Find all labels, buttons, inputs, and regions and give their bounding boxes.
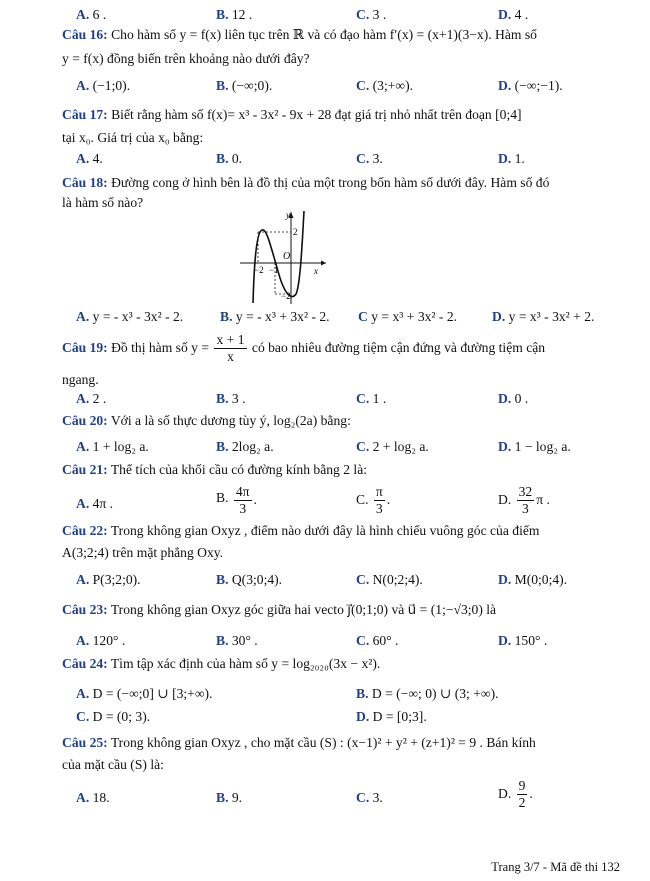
- fraction: [374, 484, 385, 518]
- option-d: D. $\frac{32}{3}$ π .: [498, 484, 550, 517]
- question-text: Với a là số thực dương tùy ý, log₂(2a) bằng:: [110, 413, 351, 428]
- fraction-denominator: 3: [239, 501, 247, 517]
- option-b: B. 12 .: [216, 7, 253, 22]
- option-a: A. 2 .: [76, 391, 107, 406]
- question-22-line2: [62, 544, 622, 562]
- page-footer: Trang 3/7 - Mã đề thi 132: [491, 860, 620, 874]
- question-text: Trong không gian Oxyz , điểm nào dưới đây là hình chiếu vuông góc của điểm: [110, 523, 540, 538]
- question-20: [62, 412, 622, 430]
- question-18-line2: [62, 194, 622, 212]
- question-19: [62, 332, 622, 366]
- x-axis-arrow-icon: [321, 261, 326, 266]
- option-c: C. $\frac{\pi}{3}$ .: [356, 484, 391, 517]
- option-b: B. 2log₂ a.: [216, 439, 274, 454]
- question-number: Câu 20:: [62, 413, 108, 428]
- fraction-numerator: 32: [517, 484, 535, 501]
- option-c: C. N(0;2;4).: [356, 572, 423, 587]
- option-c: C. 3.: [356, 790, 383, 805]
- question-23: [62, 601, 622, 619]
- option-b: B. y = - x³ + 3x² - 2.: [220, 309, 330, 324]
- option-d: D. M(0;0;4).: [498, 572, 568, 587]
- fraction: [214, 332, 246, 366]
- question-text: của mặt cầu (S) là:: [62, 757, 164, 772]
- option-a: A. 4.: [76, 151, 103, 166]
- option-d: D. D = [0;3].: [356, 709, 427, 724]
- option-a: A. y = - x³ - 3x² - 2.: [76, 309, 184, 324]
- q21-options: [0, 484, 650, 524]
- option-b: B. Q(3;0;4).: [216, 572, 283, 587]
- question-25-line2: [62, 756, 622, 774]
- question-22: [62, 522, 622, 540]
- option-a: A. 120° .: [76, 633, 126, 648]
- option-a: A. 4π .: [76, 496, 114, 511]
- option-b: B. D = (−∞; 0) ∪ (3; +∞).: [356, 686, 499, 701]
- option-d: D. 0 .: [498, 391, 529, 406]
- question-19-line2: [62, 371, 622, 389]
- q18-options: [0, 308, 650, 328]
- q24-options-row2: [0, 708, 650, 728]
- question-21: [62, 461, 622, 479]
- question-text: ngang.: [62, 372, 99, 387]
- question-number: Câu 16:: [62, 27, 108, 42]
- fraction-denominator: 2: [518, 795, 526, 811]
- q25-options: [0, 778, 650, 818]
- option-d: D. 4 .: [498, 7, 529, 22]
- fraction: [234, 484, 252, 518]
- question-text: Tìm tập xác định của hàm số y = log₂₀₂₀(3x − x²).: [110, 656, 381, 671]
- fraction: [517, 484, 535, 518]
- question-17-line2: [62, 129, 622, 147]
- question-text: Đồ thị hàm số y =: [111, 339, 210, 355]
- tick-label: −2: [254, 265, 264, 275]
- fraction-denominator: 3: [522, 501, 529, 517]
- question-24: [62, 655, 622, 673]
- option-d: D. y = x³ - 3x² + 2.: [492, 309, 595, 324]
- option-a: A. 18.: [76, 790, 110, 805]
- q17-options: [0, 150, 650, 170]
- question-text: Trong không gian Oxyz , cho mặt cầu (S) : (x−1)² + y² + (z+1)² = 9 . Bán kính: [110, 735, 536, 750]
- question-text: là hàm số nào?: [62, 195, 144, 210]
- question-text: Biết rằng hàm số f(x)= x³ - 3x² - 9x + 28 đạt giá trị nhỏ nhất trên đoạn [0;4]: [111, 107, 522, 122]
- origin-label: O: [283, 251, 291, 262]
- tick-label: −1: [269, 265, 279, 275]
- option-b: B. $\frac{4\pi}{3}$ .: [216, 484, 257, 517]
- question-number: Câu 18:: [62, 175, 108, 190]
- fraction: [517, 778, 528, 812]
- question-number: Câu 17:: [62, 107, 108, 122]
- option-a: A. 1 + log₂ a.: [76, 439, 149, 454]
- option-b: B. 3 .: [216, 391, 246, 406]
- question-text: Cho hàm số y = f(x) liên tục trên ℝ và có đạo hàm f′(x) = (x+1)(3−x). Hàm số: [111, 27, 537, 42]
- q16-options: [0, 77, 650, 97]
- question-number: Câu 21:: [62, 462, 108, 477]
- option-b: B. 0.: [216, 151, 243, 166]
- option-d: D. 150° .: [498, 633, 548, 648]
- question-18: [62, 174, 622, 192]
- option-c: C. 60° .: [356, 633, 399, 648]
- question-number: Câu 22:: [62, 523, 108, 538]
- question-number: Câu 23:: [62, 602, 108, 617]
- q19-options: [0, 390, 650, 410]
- option-c: C. 3.: [356, 151, 383, 166]
- question-text: Đường cong ở hình bên là đồ thị của một trong bốn hàm số dưới đây. Hàm số đó: [111, 175, 550, 190]
- question-16-line2: [62, 50, 622, 68]
- question-text: Thể tích của khối cầu có đường kính bằng 2 là:: [110, 462, 368, 477]
- question-number: Câu 24:: [62, 656, 108, 671]
- q22-options: [0, 571, 650, 591]
- graph-curve: [253, 211, 304, 303]
- option-b: B. 9.: [216, 790, 243, 805]
- option-c: C. D = (0; 3).: [76, 709, 151, 724]
- question-number: Câu 25:: [62, 735, 108, 750]
- question-text: y = f(x) đồng biến trên khoảng nào dưới đây?: [62, 51, 310, 66]
- option-c: C. 2 + log₂ a.: [356, 439, 429, 454]
- question-number: Câu 19:: [62, 339, 108, 355]
- option-d: D. 1 − log₂ a.: [498, 439, 571, 454]
- option-d: D. 1.: [498, 151, 525, 166]
- fraction-denominator: 3: [375, 501, 383, 517]
- top-options: [0, 6, 650, 26]
- fraction-numerator: 9: [517, 778, 528, 795]
- fraction-numerator: 4π: [234, 484, 252, 501]
- option-c: C. 1 .: [356, 391, 387, 406]
- option-c: C y = x³ + 3x² - 2.: [358, 309, 458, 324]
- tick-label: −2: [281, 291, 291, 301]
- q20-options: [0, 438, 650, 458]
- option-a: A. D = (−∞;0] ∪ [3;+∞).: [76, 686, 213, 701]
- option-a: A. P(3;2;0).: [76, 572, 141, 587]
- tick-label: 2: [293, 227, 298, 237]
- question-text: A(3;2;4) trên mặt phẳng Oxy.: [62, 545, 224, 560]
- option-a: A. (−1;0).: [76, 78, 131, 93]
- fraction-numerator: x + 1: [214, 332, 246, 349]
- y-axis-label: y: [286, 210, 290, 220]
- cubic-graph: [240, 208, 330, 304]
- option-c: C. 3 .: [356, 7, 387, 22]
- question-text: có bao nhiêu đường tiệm cận đứng và đường tiệm cận: [251, 339, 546, 355]
- x-axis-label: x: [314, 266, 318, 276]
- question-text: Trong không gian Oxyz góc giữa hai vecto j⃗(0;1;0) và u⃗ = (1;−√3;0) là: [110, 602, 497, 617]
- option-d: D. $\frac{9}{2}$ .: [498, 778, 533, 811]
- question-text: tại x₀. Giá trị của x₀ bằng:: [62, 130, 204, 145]
- q24-options-row1: [0, 685, 650, 705]
- question-16: [62, 26, 622, 44]
- option-a: A. 6 .: [76, 7, 107, 22]
- option-c: C. (3;+∞).: [356, 78, 414, 93]
- fraction-numerator: π: [374, 484, 385, 501]
- option-b: B. (−∞;0).: [216, 78, 273, 93]
- option-d: D. (−∞;−1).: [498, 78, 563, 93]
- option-b: B. 30° .: [216, 633, 258, 648]
- q23-options: [0, 632, 650, 652]
- question-25: [62, 734, 622, 752]
- question-17: [62, 106, 622, 124]
- fraction-denominator: x: [227, 349, 234, 365]
